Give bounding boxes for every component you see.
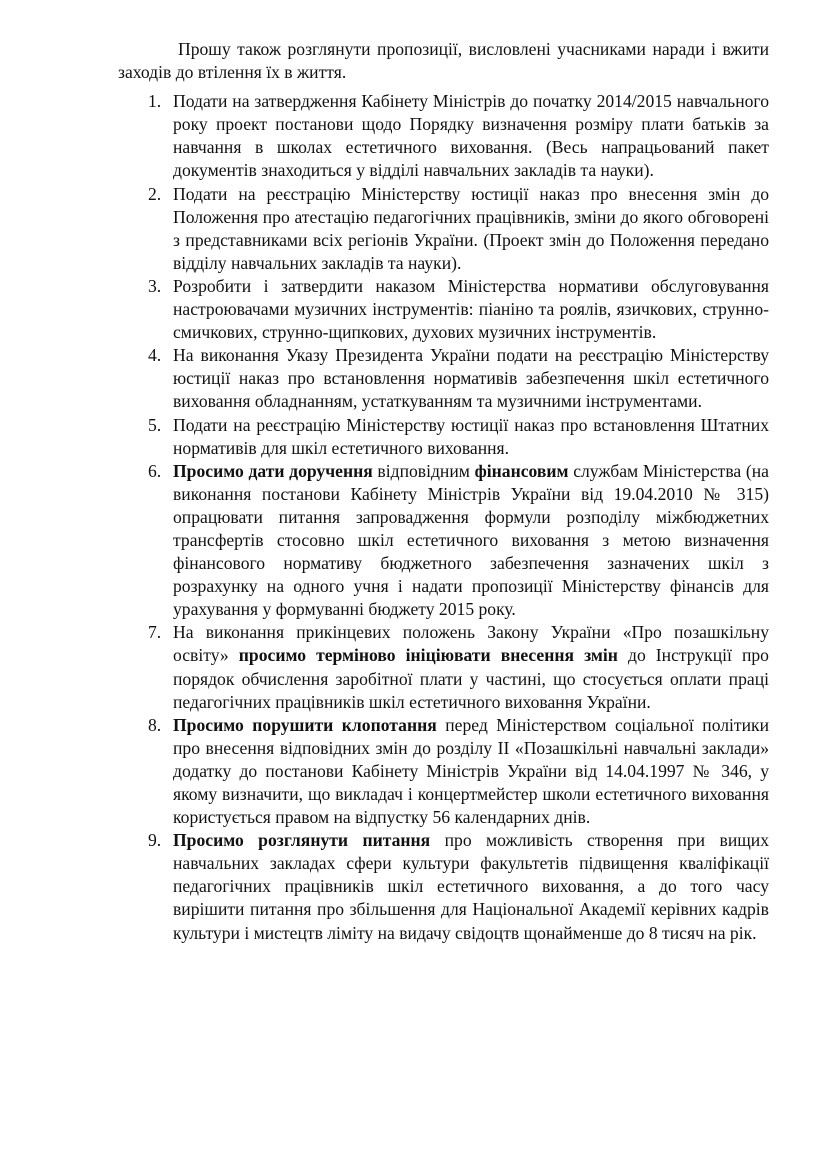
item-text: про можливість створення при вищих навчальних закладах сфери культури факультетів підвищення кваліфікації педагогічних працівників шкіл естетичного виховання, а до того часу вирішити питання про збільшення для Національної Академії керівних кадрів культури і мистецтв ліміту на видачу свідоцтв щонайменше до 8 тисяч на рік. xyxy=(173,830,769,943)
item-text: Подати на реєстрацію Міністерству юстиції наказ про встановлення Штатних нормативів для шкіл естетичного виховання. xyxy=(173,414,769,458)
item-text: На виконання прикінцевих положень Закону України «Про позашкільну освіту» xyxy=(173,622,769,666)
item-text: перед Міністерством соціальної політики про внесення відповідних змін до розділу ІІ «Позашкільні навчальні заклади» додатку до постанови Кабінету Міністрів України від 14.04.1997 № 346, у якому визначити, що викладач і концертмейстер школи естетичного виховання користується правом на відпустку 56 календарних днів. xyxy=(173,714,769,828)
list-item xyxy=(118,621,769,713)
item-number: 3. xyxy=(148,275,162,296)
list-item xyxy=(118,460,769,622)
item-text: службам Міністерства (на виконання постанови Кабінету Міністрів України від 19.04.2010 № 315) опрацювати питання запровадження формули розподілу міжбюджетних трансфертів стосовно шкіл естетичного виховання з метою визначення фінансового нормативу бюджетного забезпечення зазначених шкіл з розрахунку на одного учня і надати пропозиції Міністерству фінансів для урахування у формуванні бюджету 2015 року. xyxy=(173,460,769,620)
proposals-list xyxy=(118,90,769,944)
item-number: 7. xyxy=(148,622,162,643)
intro-paragraph: Прошу також розглянути пропозиції, висловлені учасниками наради і вжити заходів до втілення їх в життя. xyxy=(118,39,769,83)
list-item xyxy=(118,714,769,829)
list-item xyxy=(118,414,769,460)
item-text: Подати на реєстрацію Міністерству юстиції наказ про внесення змін до Положення про атестацію педагогічних працівників, зміни до якого обговорені з представниками всіх регіонів України. (Проект змін до Положення передано відділу навчальних закладів та науки). xyxy=(173,183,769,273)
list-item xyxy=(118,183,769,275)
item-number: 2. xyxy=(148,183,162,204)
item-text: Розробити і затвердити наказом Міністерства нормативи обслуговування настроювачами музичних інструментів: піаніно та роялів, язичкових, струнно-смичкових, струнно-щипкових, духових музичних інструментів. xyxy=(173,275,769,343)
list-item xyxy=(118,275,769,344)
item-text: відповідним xyxy=(372,460,475,481)
list-item xyxy=(118,90,769,182)
list-item xyxy=(118,344,769,413)
item-text: На виконання Указу Президента України подати на реєстрацію Міністерству юстиції наказ про встановлення нормативів забезпечення шкіл естетичного виховання обладнанням, устаткуванням та музичними інструментами. xyxy=(173,345,769,412)
item-text-bold: просимо терміново ініціювати внесення змін xyxy=(238,645,618,666)
item-text-bold: Просимо порушити клопотання xyxy=(173,714,437,735)
item-text-bold: Просимо дати доручення xyxy=(173,460,373,481)
item-text-bold: фінансовим xyxy=(474,460,569,481)
item-number: 6. xyxy=(148,460,162,481)
item-text: до Інструкції про порядок обчислення заробітної плати у частині, що стосується оплати праці педагогічних працівників шкіл естетичного виховання України. xyxy=(173,645,769,712)
item-number: 4. xyxy=(148,345,162,366)
item-number: 9. xyxy=(148,830,162,851)
item-text-bold: Просимо розглянути питання xyxy=(173,830,431,851)
document-page xyxy=(118,38,769,945)
item-text: Подати на затвердження Кабінету Міністрів до початку 2014/2015 навчального року проект постанови щодо Порядку визначення розміру плати батьків за навчання в школах естетичного виховання. (Весь напрацьований пакет документів знаходиться у відділі навчальних закладів та науки). xyxy=(173,91,769,181)
item-number: 5. xyxy=(148,414,162,435)
list-item xyxy=(118,829,769,944)
item-number: 8. xyxy=(148,714,162,735)
item-number: 1. xyxy=(148,91,162,112)
